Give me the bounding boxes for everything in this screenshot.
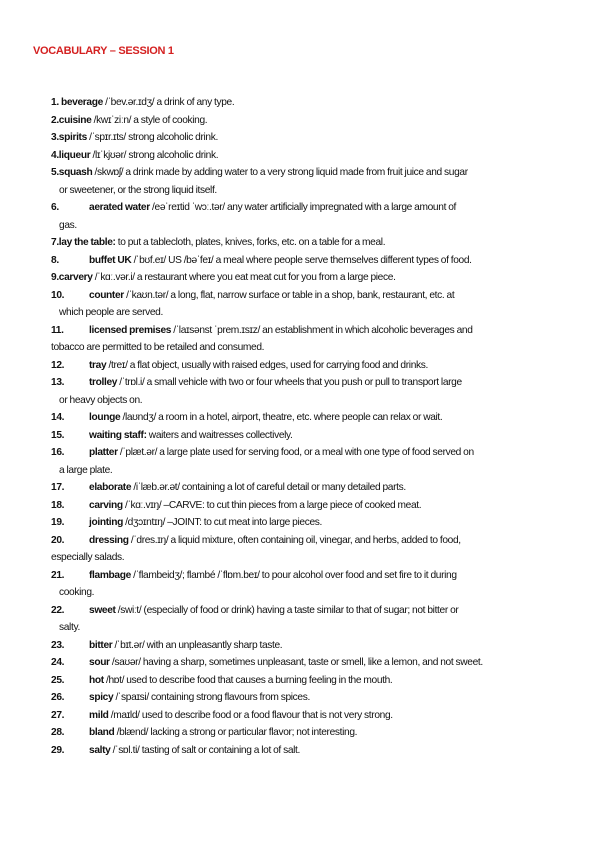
list-item [51, 234, 557, 252]
entry-definition: /eəˈreɪtid ˈwɔː.tər/ any water artificially impregnated with a large amount of [149, 202, 457, 213]
list-item [51, 707, 557, 725]
entry-definition: /ˈbɪt.ər/ with an unpleasantly sharp taste. [112, 639, 283, 651]
entry-term: liqueur [58, 149, 91, 161]
entry-number: 13. [51, 377, 65, 388]
entry-definition: /ˈtrɒl.i/ a small vehicle with two or four wheels that you push or pull to transport large [117, 377, 462, 388]
entry-number: 6. [51, 202, 59, 213]
entry-term: sweet [89, 604, 116, 616]
entry-number: 27. [51, 709, 65, 721]
entry-definition: /kwɪˈziːn/ a style of cooking. [91, 114, 208, 126]
list-item [51, 129, 557, 147]
entry-continuation: especially salads. [51, 552, 125, 563]
entry-continuation: or sweetener, or the strong liquid itself. [59, 184, 217, 196]
list-item [51, 147, 557, 165]
list-item [51, 514, 557, 532]
entry-continuation: or heavy objects on. [59, 394, 143, 406]
entry-definition: /ˈspɪr.ɪts/ strong alcoholic drink. [86, 132, 218, 143]
entry-number: 24. [51, 657, 65, 668]
entry-definition: /laʊndʒ/ a room in a hotel, airport, theatre, etc. where people can relax or wait. [120, 412, 443, 423]
list-item [51, 689, 557, 707]
entry-definition: /ˈkɑː.vər.i/ a restaurant where you eat meat cut for you from a large piece. [92, 272, 396, 283]
entry-number: 18. [51, 499, 65, 511]
entry-number: 9. [51, 272, 59, 283]
entry-term: cuisine [58, 114, 92, 126]
entry-term: waiting staff: [89, 429, 147, 441]
entry-definition: waiters and waitresses collectively. [146, 429, 293, 441]
entry-term: lay the table: [58, 237, 116, 248]
entry-number: 19. [51, 517, 65, 528]
entry-term: salty [89, 744, 111, 756]
entry-definition: /ˈflambeidʒ/; flambé /ˈflɒm.beɪ/ to pour alcohol over food and set fire to it during [130, 569, 457, 581]
entry-definition: /ˈdres.ɪŋ/ a liquid mixture, often containing oil, vinegar, and herbs, added to food, [128, 534, 461, 546]
entry-continuation: cooking. [59, 587, 95, 598]
entry-definition: /ˈsɒl.ti/ tasting of salt or containing a lot of salt. [110, 744, 301, 756]
list-item [51, 567, 557, 602]
list-item [51, 532, 557, 567]
list-item [51, 287, 557, 322]
entry-number: 25. [51, 674, 65, 686]
list-item [51, 497, 557, 515]
entry-definition: /blænd/ lacking a strong or particular flavor; not interesting. [114, 727, 358, 738]
list-item [51, 357, 557, 375]
list-item [51, 479, 557, 497]
entry-definition: /iˈlæb.ər.ət/ containing a lot of careful detail or many detailed parts. [131, 482, 406, 493]
entry-continuation: salty. [59, 622, 80, 633]
entry-term: lounge [89, 412, 121, 423]
entry-definition: /ˈbev.ər.ɪdʒ/ a drink of any type. [102, 97, 235, 108]
entry-continuation: which people are served. [59, 307, 163, 318]
entry-definition: /lɪˈkjʊər/ strong alcoholic drink. [90, 149, 219, 161]
list-item [51, 724, 557, 742]
entry-continuation: a large plate. [59, 464, 113, 476]
entry-number: 26. [51, 692, 65, 703]
page-title: VOCABULARY – SESSION 1 [33, 45, 174, 57]
entry-number: 11. [51, 324, 64, 336]
list-item [51, 409, 557, 427]
entry-term: aerated water [89, 202, 150, 213]
entry-definition: /maɪld/ used to describe food or a food flavour that is not very strong. [108, 709, 393, 721]
entry-term: jointing [89, 517, 123, 528]
entry-number: 7. [51, 237, 59, 248]
list-item [51, 322, 557, 357]
entry-term: hot [89, 674, 104, 686]
entry-number: 22. [51, 604, 65, 616]
entry-number: 29. [51, 744, 65, 756]
entry-term: spirits [58, 132, 87, 143]
list-item [51, 444, 557, 479]
entry-number: 14. [51, 412, 65, 423]
entry-definition: /ˈkɑː.vɪŋ/ –CARVE: to cut thin pieces from a large piece of cooked meat. [122, 499, 422, 511]
entry-term: carving [89, 499, 123, 511]
list-item [51, 672, 557, 690]
list-item [51, 164, 557, 199]
entry-number: 3. [51, 132, 59, 143]
list-item [51, 602, 557, 637]
entry-term: flambage [89, 569, 131, 581]
entry-term: platter [89, 447, 118, 458]
list-item [51, 94, 557, 112]
entry-number: 16. [51, 447, 65, 458]
entry-number: 12. [51, 359, 65, 371]
entry-number: 10. [51, 289, 65, 301]
list-item [51, 112, 557, 130]
entry-term: elaborate [89, 482, 132, 493]
entry-number: 17. [51, 482, 65, 493]
entry-number: 2. [51, 114, 59, 126]
entry-term: tray [89, 359, 107, 371]
entry-definition: /ˈbʊf.eɪ/ US /bəˈfeɪ/ a meal where people serve themselves different types of food. [131, 254, 472, 266]
entry-term: sour [89, 657, 110, 668]
entry-term: licensed premises [89, 324, 172, 336]
entry-number: 1. [51, 97, 59, 108]
entry-definition: /hɒt/ used to describe food that causes a burning feeling in the mouth. [103, 674, 393, 686]
entry-term: bland [89, 727, 115, 738]
list-item [51, 742, 557, 760]
entry-number: 28. [51, 727, 65, 738]
entry-definition: to put a tablecloth, plates, knives, forks, etc. on a table for a meal. [115, 237, 386, 248]
list-item [51, 252, 557, 270]
entry-definition: /ˈplæt.ər/ a large plate used for serving food, or a meal with one type of food served on [117, 447, 474, 458]
entry-number: 23. [51, 639, 65, 651]
entry-definition: /skwɒʃ/ a drink made by adding water to a very strong liquid made from fruit juice and sugar [92, 167, 468, 178]
entry-definition: /swiːt/ (especially of food or drink) having a taste similar to that of sugar; not bitter or [115, 604, 459, 616]
entry-continuation: tobacco are permitted to be retailed and consumed. [51, 342, 265, 353]
list-item [51, 637, 557, 655]
entry-number: 4. [51, 149, 59, 161]
entry-term: dressing [89, 534, 129, 546]
entry-definition: /ˈkaʊn.tər/ a long, flat, narrow surface or table in a shop, bank, restaurant, etc. at [123, 289, 455, 301]
entry-number: 21. [51, 569, 65, 581]
list-item [51, 427, 557, 445]
entry-term: counter [89, 289, 124, 301]
vocabulary-list [51, 94, 557, 759]
entry-term: bitter [89, 639, 113, 651]
entry-definition: /ˈlaɪsənst ˈprem.ɪsɪz/ an establishment in which alcoholic beverages and [171, 324, 473, 336]
entry-term: trolley [89, 377, 118, 388]
entry-term: squash [58, 167, 93, 178]
entry-term: spicy [89, 692, 114, 703]
list-item [51, 199, 557, 234]
entry-number: 20. [51, 534, 65, 546]
entry-term: carvery [58, 272, 93, 283]
list-item [51, 374, 557, 409]
entry-definition: /treɪ/ a flat object, usually with raised edges, used for carrying food and drinks. [106, 359, 428, 371]
entry-number: 8. [51, 254, 59, 266]
list-item [51, 654, 557, 672]
entry-term: buffet UK [89, 254, 132, 266]
entry-definition: /saʊər/ having a sharp, sometimes unpleasant, taste or smell, like a lemon, and not sweet. [109, 657, 483, 668]
entry-definition: /dʒɔɪntɪŋ/ –JOINT: to cut meat into large pieces. [122, 517, 323, 528]
entry-number: 5. [51, 167, 59, 178]
entry-definition: /ˈspaɪsi/ containing strong flavours from spices. [113, 692, 310, 703]
entry-continuation: gas. [59, 219, 77, 231]
entry-number: 15. [51, 429, 65, 441]
entry-term: beverage [60, 97, 103, 108]
entry-term: mild [89, 709, 109, 721]
list-item [51, 269, 557, 287]
